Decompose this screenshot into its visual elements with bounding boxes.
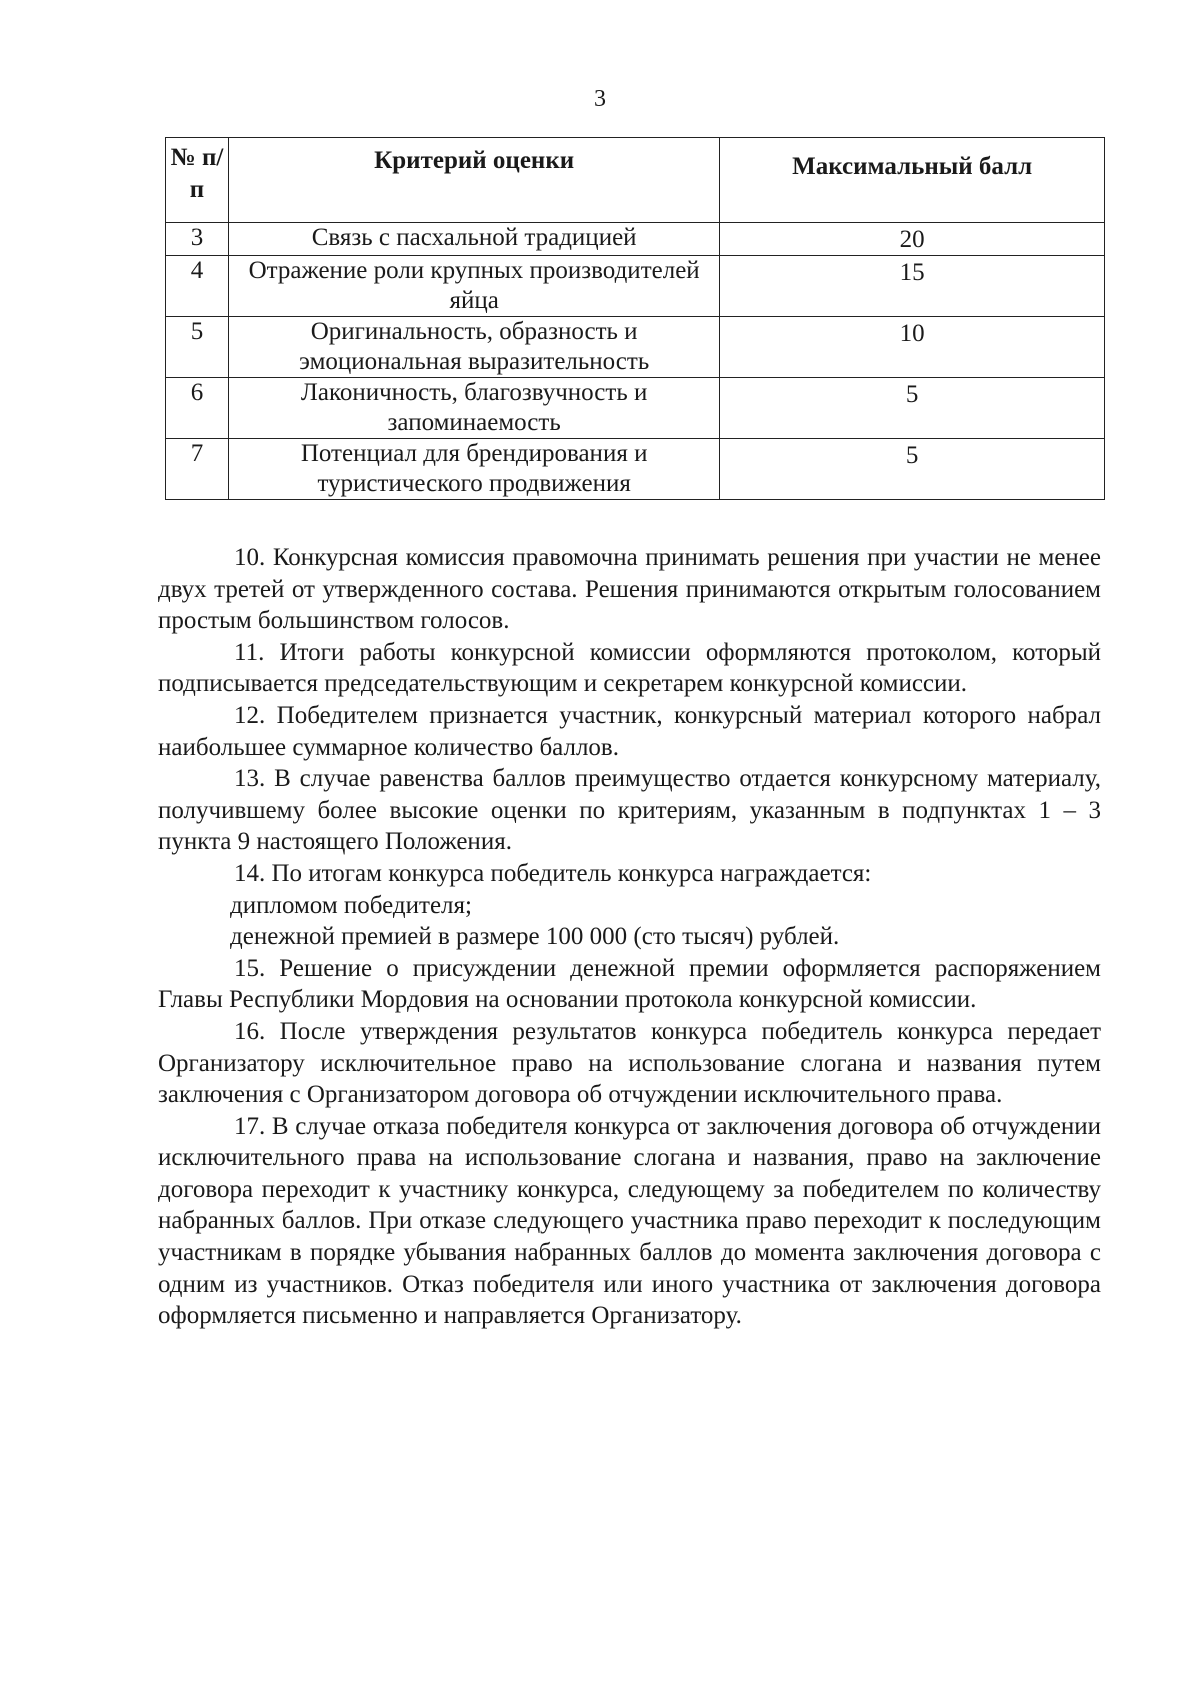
row-number: 5 [166, 317, 229, 378]
table-header-row [166, 138, 1105, 223]
table-row [166, 439, 1105, 500]
table-row [166, 317, 1105, 378]
paragraph-14-item-diploma: дипломом победителя; [230, 891, 472, 919]
paragraph-14-item-prize: денежной премией в размере 100 000 (сто тысяч) рублей. [230, 923, 840, 951]
paragraph-13: 13. В случае равенства баллов преимущество отдается конкурсному материалу, получившему более высокие оценки по критериям, указанным в подпунктах 1 – 3 пункта 9 настоящего Положения. [158, 765, 1101, 856]
row-max-score: 10 [720, 317, 1105, 378]
row-max-score: 5 [720, 378, 1105, 439]
document-body [158, 542, 1101, 1332]
row-criterion: Лаконичность, благозвучность и запоминаемость [228, 378, 719, 439]
table-row [166, 256, 1105, 317]
row-number: 4 [166, 256, 229, 317]
row-number: 3 [166, 223, 229, 256]
row-max-score: 5 [720, 439, 1105, 500]
row-criterion: Оригинальность, образность и эмоциональная выразительность [228, 317, 719, 378]
criteria-table [165, 137, 1105, 500]
row-number: 6 [166, 378, 229, 439]
paragraph-14: 14. По итогам конкурса победитель конкурса награждается: [234, 859, 872, 887]
row-criterion: Потенциал для брендирования и туристического продвижения [228, 439, 719, 500]
row-max-score: 20 [720, 223, 1105, 256]
header-criterion: Критерий оценки [228, 138, 719, 223]
paragraph-12: 12. Победителем признается участник, конкурсный материал которого набрал наибольшее суммарное количество баллов. [158, 701, 1101, 761]
table-row [166, 223, 1105, 256]
header-max-score: Максимальный балл [720, 138, 1105, 223]
paragraph-11: 11. Итоги работы конкурсной комиссии оформляются протоколом, который подписывается председательствующим и секретарем конкурсной комиссии. [158, 638, 1101, 698]
paragraph-10: 10. Конкурсная комиссия правомочна принимать решения при участии не менее двух третей от утвержденного состава. Решения принимаются открытым голосованием простым большинством голосов. [158, 544, 1101, 635]
table-row [166, 378, 1105, 439]
row-criterion: Отражение роли крупных производителей яйца [228, 256, 719, 317]
row-max-score: 15 [720, 256, 1105, 317]
header-number: № п/п [166, 138, 229, 223]
page-number: 3 [594, 86, 606, 112]
row-number: 7 [166, 439, 229, 500]
paragraph-15: 15. Решение о присуждении денежной премии оформляется распоряжением Главы Республики Мордовия на основании протокола конкурсной комиссии. [158, 954, 1101, 1014]
paragraph-17: 17. В случае отказа победителя конкурса от заключения договора об отчуждении исключительного права на использование слогана и названия, право на заключение договора переходит к участнику конкурса, следующему за победителем по количеству набранных баллов. При отказе следующего участника право переходит к последующим участникам в порядке убывания набранных баллов до момента заключения договора с одним из участников. Отказ победителя или иного участника от заключения договора оформляется письменно и направляется Организатору. [158, 1112, 1101, 1330]
row-criterion: Связь с пасхальной традицией [228, 223, 719, 256]
paragraph-16: 16. После утверждения результатов конкурса победитель конкурса передает Организатору исключительное право на использование слогана и названия путем заключения с Организатором договора об отчуждении исключительного права. [158, 1017, 1101, 1109]
